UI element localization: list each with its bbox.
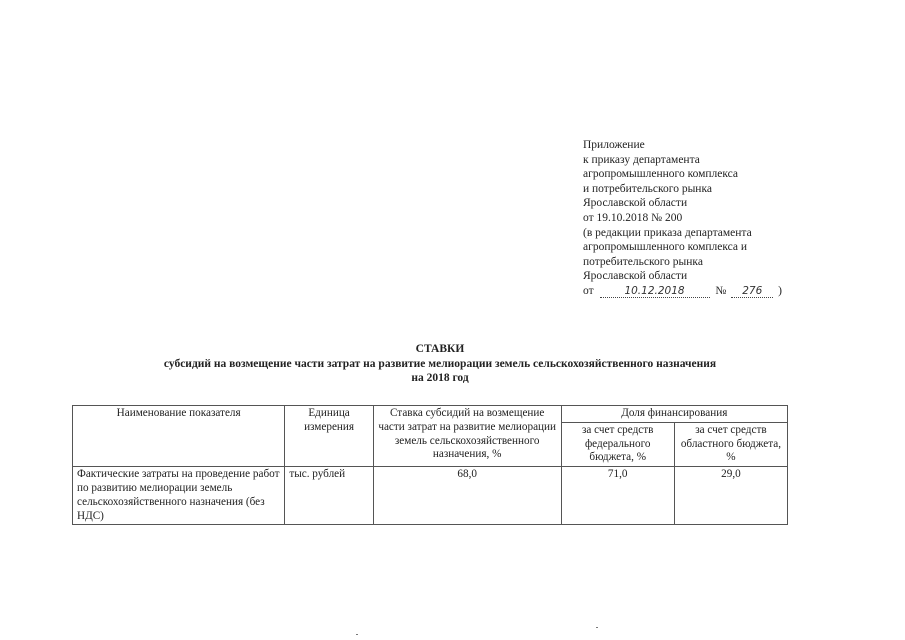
title-line-1: субсидий на возмещение части затрат на развитие мелиорации земель сельскохозяйственного назначения xyxy=(163,357,717,370)
appendix-line: и потребительского рынка xyxy=(583,182,712,195)
appendix-line: к приказу департамента xyxy=(583,153,700,166)
appendix-line: потребительского рынка xyxy=(583,255,703,268)
document-title xyxy=(60,342,820,386)
header-share: Доля финансирования xyxy=(561,406,787,423)
scan-speck xyxy=(596,627,598,628)
title-main: СТАВКИ xyxy=(415,343,465,355)
number-sign: № xyxy=(715,284,727,297)
title-line-2: на 2018 год xyxy=(411,372,469,384)
appendix-line: агропромышленного комплекса xyxy=(583,168,739,181)
cell-federal: 71,0 xyxy=(561,467,674,525)
table-row xyxy=(73,467,788,525)
header-unit: Единица измерения xyxy=(285,406,373,467)
cell-unit: тыс. рублей xyxy=(285,467,373,525)
appendix-line: Ярославской области xyxy=(583,270,688,283)
date-prefix: от xyxy=(583,284,594,297)
appendix-line: от 19.10.2018 № 200 xyxy=(583,211,683,224)
cell-rate: 68,0 xyxy=(373,467,561,525)
appendix-header xyxy=(583,138,883,299)
rates-table xyxy=(72,405,788,525)
cell-name: Фактические затраты на проведение работ по развитию мелиорации земель сельскохозяйственного назначения (без НДС) xyxy=(73,467,285,525)
appendix-line: (в редакции приказа департамента xyxy=(583,226,752,239)
appendix-line: агропромышленного комплекса и xyxy=(583,241,748,254)
header-row xyxy=(73,406,788,423)
cell-regional: 29,0 xyxy=(674,467,787,525)
header-regional: за счет средств областного бюджета, % xyxy=(674,422,787,466)
handwritten-number: 276 xyxy=(731,285,773,298)
appendix-line: Ярославской области xyxy=(583,197,688,210)
closing-paren: ) xyxy=(778,284,782,297)
amendment-date-line xyxy=(583,284,883,299)
appendix-line: Приложение xyxy=(583,139,645,151)
header-name: Наименование показателя xyxy=(73,406,285,467)
header-rate: Ставка субсидий на возмещение части затрат на развитие мелиорации земель сельскохозяйственного назначения, % xyxy=(373,406,561,467)
header-federal: за счет средств федерального бюджета, % xyxy=(561,422,674,466)
handwritten-date: 10.12.2018 xyxy=(600,285,710,298)
scan-speck xyxy=(356,634,358,635)
